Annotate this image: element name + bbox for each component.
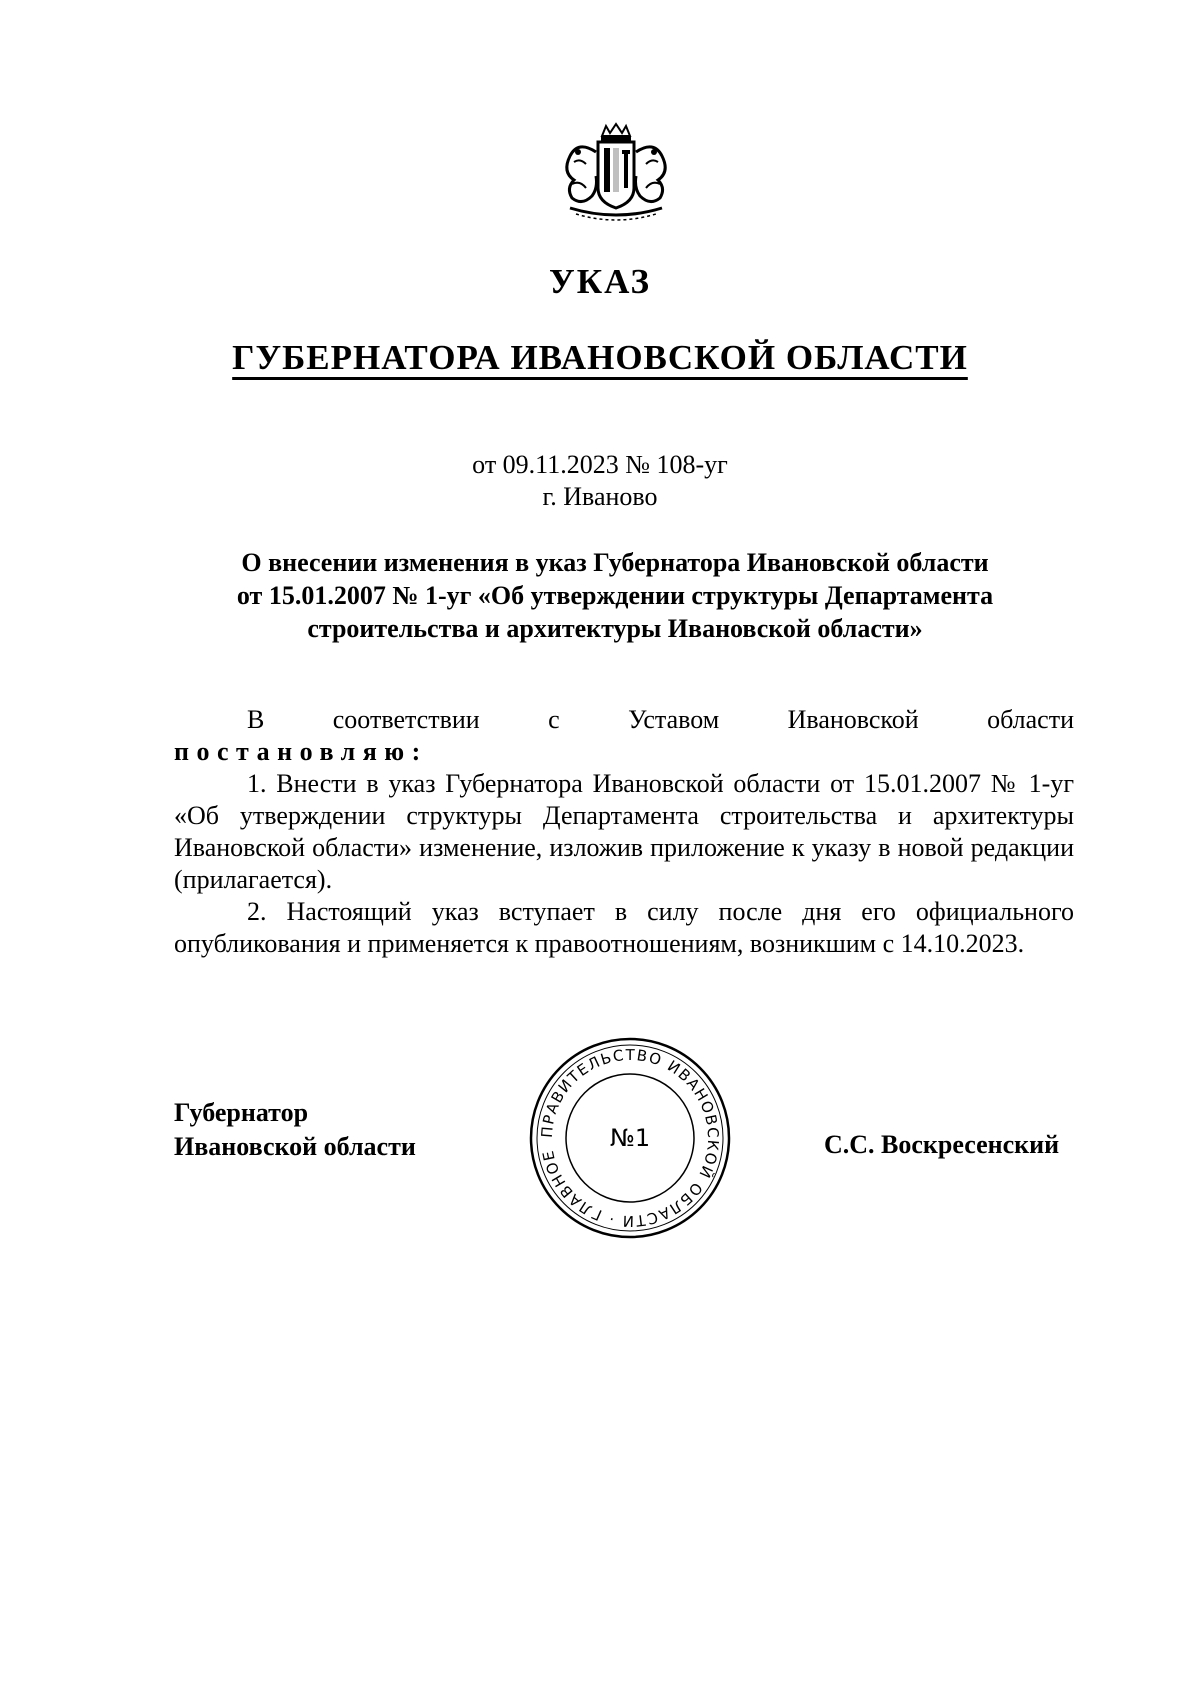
issuer-heading-text: ГУБЕРНАТОРА ИВАНОВСКОЙ ОБЛАСТИ: [232, 338, 968, 377]
document-type-title: УКАЗ: [549, 262, 651, 301]
signatory-title-line: Губернатор: [174, 1098, 309, 1127]
document-subject: [160, 546, 1070, 645]
signatory-title: [174, 1096, 416, 1164]
signatory-title-line: Ивановской области: [174, 1132, 416, 1161]
decree-item-1: 1. Внести в указ Губернатора Ивановской области от 15.01.2007 № 1-уг «Об утверждении структуры Департамента строительства и архитектуры Ивановской области» изменение, изложив приложение к указу в новой редакции (прилагается).: [174, 769, 1074, 894]
document-city: г. Иваново: [542, 482, 658, 511]
stamp-ring-text: ПРАВИТЕЛЬСТВО ИВАНОВСКОЙ ОБЛАСТИ · ГЛАВНОЕ: [537, 1045, 723, 1231]
subject-line: О внесении изменения в указ Губернатора Ивановской области: [241, 548, 989, 577]
decree-item-2: 2. Настоящий указ вступает в силу после дня его официального опубликования и применяется к правоотношениям, возникшим с 14.10.2023.: [174, 897, 1074, 958]
coat-of-arms-icon: [552, 122, 680, 222]
stamp-seal-icon: [528, 1036, 732, 1240]
coat-of-arms-emblem: [552, 122, 680, 222]
stamp-number: №1: [609, 1124, 651, 1152]
issuer-heading: [0, 338, 1200, 378]
official-stamp: [528, 1036, 732, 1240]
document-date-number: от 09.11.2023 № 108-уг: [472, 450, 728, 479]
subject-line: строительства и архитектуры Ивановской области»: [307, 614, 923, 643]
signatory-name: С.С. Воскресенский: [824, 1130, 1060, 1159]
preamble-paragraph: В соответствии с Уставом Ивановской области: [247, 705, 1074, 734]
subject-line: от 15.01.2007 № 1-уг «Об утверждении структуры Департамента: [236, 581, 994, 610]
decree-word: постановляю:: [174, 737, 428, 766]
